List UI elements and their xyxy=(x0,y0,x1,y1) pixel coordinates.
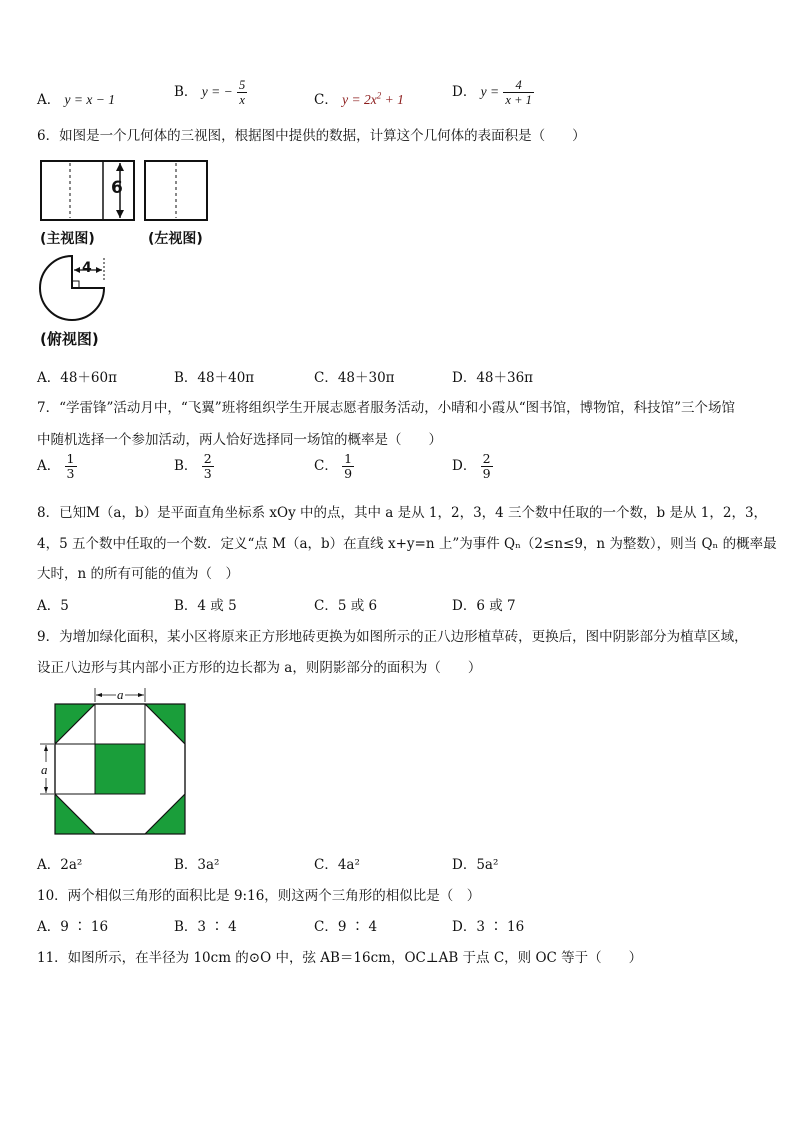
q8-option-c: C．5 或 6 xyxy=(314,598,378,614)
q9-stem-line2: 设正八边形与其内部小正方形的边长都为 a，则阴影部分的面积为（ ） xyxy=(37,660,482,676)
denominator: 9 xyxy=(482,466,491,481)
q10-stem: 10．两个相似三角形的面积比是 9:16，则这两个三角形的相似比是（ ） xyxy=(37,888,481,904)
numerator: 2 xyxy=(482,451,491,466)
denominator: 3 xyxy=(203,466,212,481)
option-expression: y = − xyxy=(201,84,233,99)
denominator: 9 xyxy=(344,466,353,481)
radius-dimension-label: 4 xyxy=(82,260,92,276)
q9-octagon-tile-figure xyxy=(36,686,196,841)
q8-stem-line1: 8．已知M（a，b）是平面直角坐标系 xOy 中的点，其中 a 是从 1，2，3，4 三个数中任取的一个数，b 是从 1，2，3， xyxy=(37,505,768,521)
numerator: 1 xyxy=(344,451,353,466)
option-expression: y = x − 1 xyxy=(64,92,116,107)
exponent: 2 xyxy=(376,90,382,101)
q9-left-dimension-label: a xyxy=(41,762,48,777)
q9-option-a: A．2a² xyxy=(37,857,83,873)
top-view-label: (俯视图) xyxy=(40,330,99,348)
q10-option-b: B．3 ∶ 4 xyxy=(174,919,237,935)
q10-option-c: C．9 ∶ 4 xyxy=(314,919,378,935)
numerator: 1 xyxy=(66,451,75,466)
fraction xyxy=(481,452,493,481)
q6-option-d: D．48＋36π xyxy=(452,370,534,386)
q8-option-a: A．5 xyxy=(37,598,69,614)
q9-stem-line1: 9．为增加绿化面积，某小区将原来正方形地砖更换为如图所示的正八边形植草砖，更换后，图中阴影部分为植草区域， xyxy=(37,629,748,645)
q5-option-c xyxy=(314,88,404,108)
option-label: B． xyxy=(174,84,198,100)
numerator: 2 xyxy=(203,451,212,466)
option-expression-tail: + 1 xyxy=(381,92,404,107)
q8-option-b: B．4 或 5 xyxy=(174,598,237,614)
q9-option-d: D．5a² xyxy=(452,857,499,873)
q7-option-a xyxy=(37,452,77,481)
q7-option-d xyxy=(452,452,493,481)
denominator: 3 xyxy=(66,466,75,481)
option-label: C． xyxy=(314,92,338,108)
q8-option-d: D．6 或 7 xyxy=(452,598,516,614)
option-expression: y = xyxy=(480,84,500,99)
option-expression: y = 2x xyxy=(342,92,377,107)
center-square xyxy=(95,744,145,794)
q6-three-views-figure xyxy=(38,158,218,348)
option-label: C． xyxy=(314,458,338,474)
front-view-label: (主视图) xyxy=(40,231,95,247)
fraction xyxy=(202,452,214,481)
q6-option-b: B．48＋40π xyxy=(174,370,255,386)
q8-stem-line2: 4，5 五个数中任取的一个数．定义“点 M（a，b）在直线 x+y=n 上”为事件 Qₙ（2≤n≤9，n 为整数），则当 Qₙ 的概率最 xyxy=(37,536,777,552)
height-dimension-label: 6 xyxy=(111,178,123,198)
numerator: 5 xyxy=(238,78,246,92)
fraction xyxy=(237,78,247,107)
denominator: x xyxy=(239,93,245,107)
q6-option-a: A．48＋60π xyxy=(37,370,117,386)
q5-option-b xyxy=(174,78,247,107)
q6-option-c: C．48＋30π xyxy=(314,370,395,386)
q6-stem: 6．如图是一个几何体的三视图，根据图中提供的数据，计算这个几何体的表面积是（ ） xyxy=(37,128,586,144)
q5-option-a xyxy=(37,88,115,108)
left-view-label: (左视图) xyxy=(148,231,203,247)
q9-option-c: C．4a² xyxy=(314,857,360,873)
fraction xyxy=(503,78,533,107)
q7-option-c xyxy=(314,452,354,481)
denominator: x + 1 xyxy=(505,93,532,107)
q5-option-d xyxy=(452,78,534,107)
q10-option-d: D．3 ∶ 16 xyxy=(452,919,525,935)
fraction xyxy=(65,452,77,481)
fraction xyxy=(342,452,354,481)
q11-stem: 11．如图所示，在半径为 10cm 的⊙O 中，弦 AB＝16cm，OC⊥AB 于点 C，则 OC 等于（ ） xyxy=(37,950,643,966)
numerator: 4 xyxy=(503,78,533,93)
q10-option-a: A．9 ∶ 16 xyxy=(37,919,109,935)
q9-top-dimension-label: a xyxy=(117,687,124,702)
q8-stem-line3: 大时，n 的所有可能的值为（ ） xyxy=(37,566,239,582)
q9-option-b: B．3a² xyxy=(174,857,220,873)
option-label: D． xyxy=(452,84,477,100)
q7-option-b xyxy=(174,452,214,481)
option-label: D． xyxy=(452,458,477,474)
option-label: A． xyxy=(37,458,61,474)
option-label: A． xyxy=(37,92,61,108)
q7-stem-line2: 中随机选择一个参加活动，两人恰好选择同一场馆的概率是（ ） xyxy=(37,432,442,448)
option-label: B． xyxy=(174,458,198,474)
q7-stem-line1: 7．“学雷锋”活动月中，“飞翼”班将组织学生开展志愿者服务活动，小晴和小霞从“图书馆，博物馆，科技馆”三个场馆 xyxy=(37,400,735,416)
